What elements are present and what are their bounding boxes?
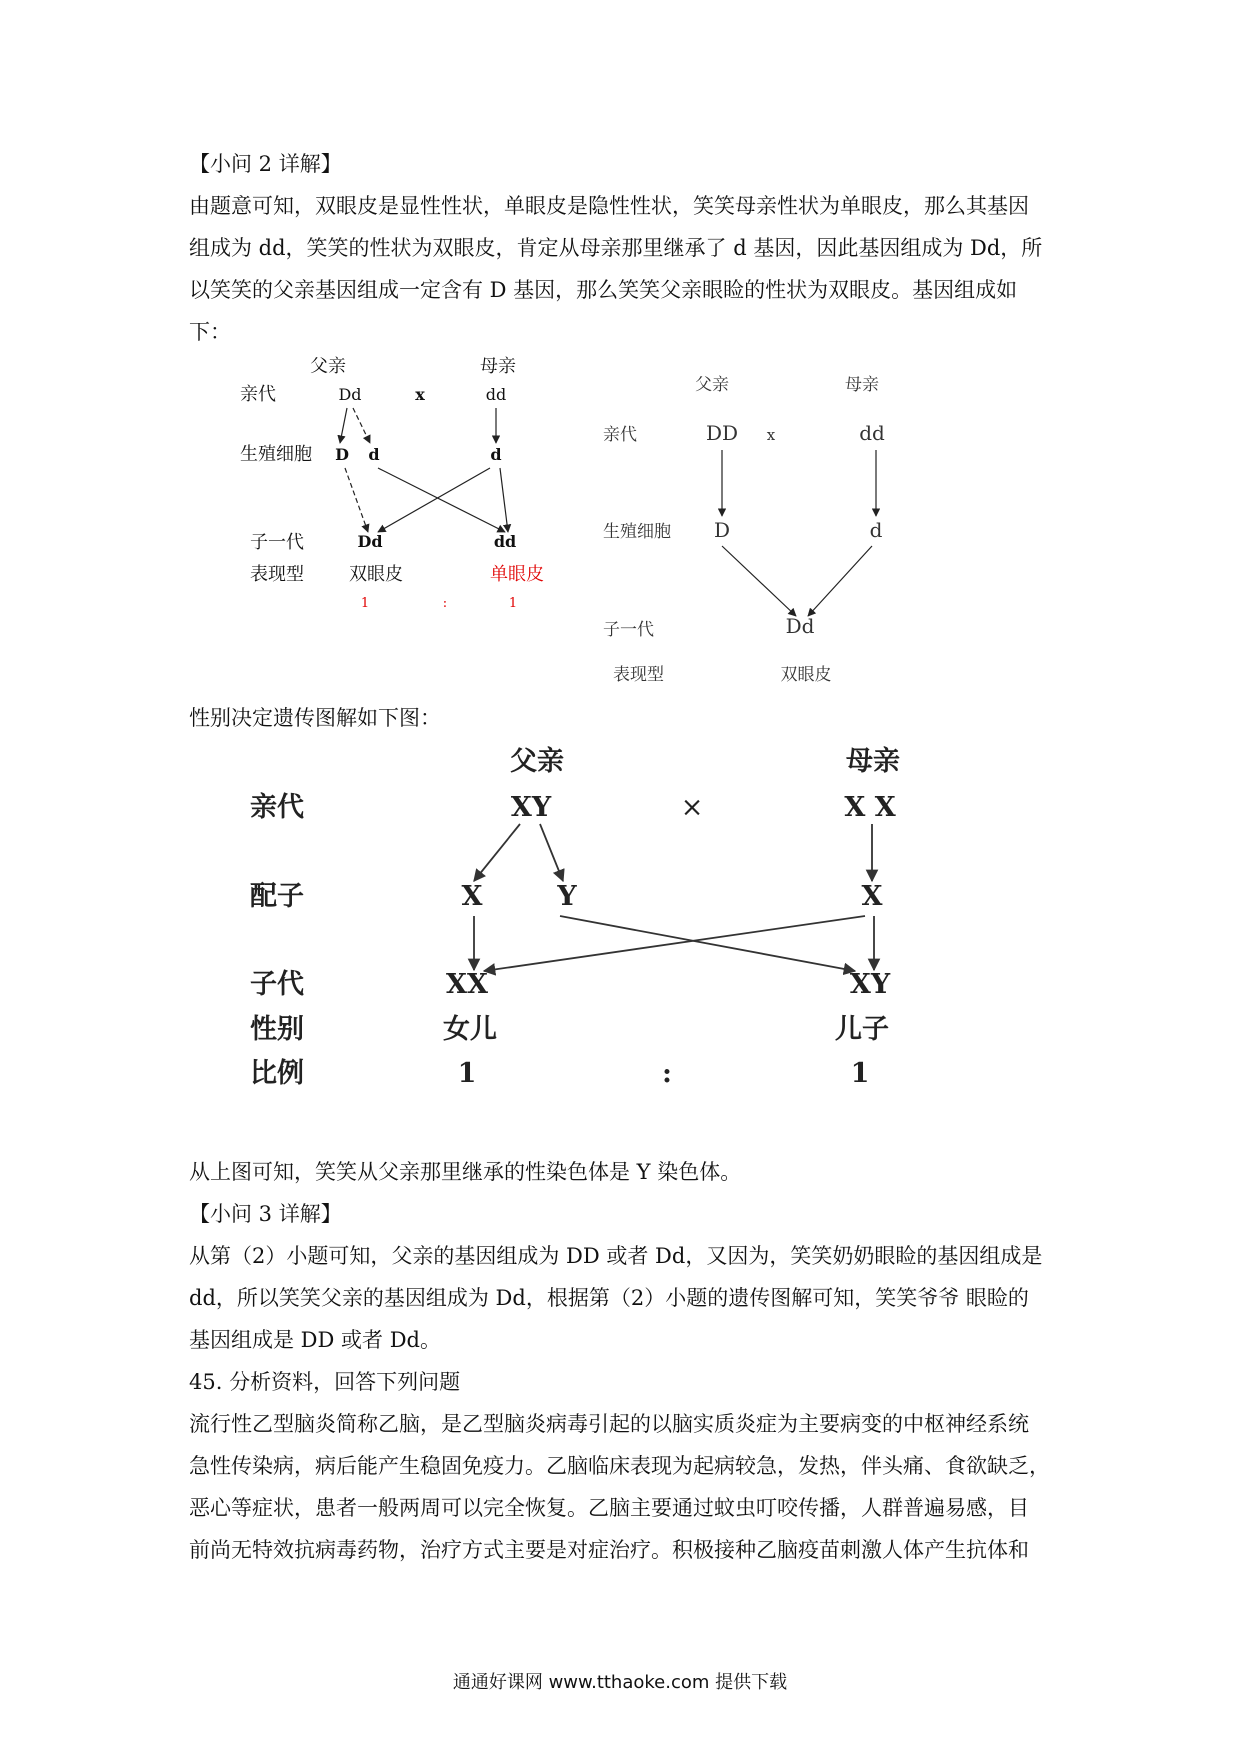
d3-parent-father: XY bbox=[510, 792, 552, 823]
d2-phenotype: 双眼皮 bbox=[780, 665, 832, 685]
text-line: 组成为 dd，笑笑的性状为双眼皮，肯定从母亲那里继承了 d 基因，因此基因组成为 Dd，所 bbox=[189, 236, 1043, 260]
d2-mother-label: 母亲 bbox=[845, 375, 879, 395]
d2-gamete: d bbox=[869, 518, 883, 542]
text-line: 【小问 2 详解】 bbox=[189, 152, 342, 176]
text-line: 从上图可知，笑笑从父亲那里继承的性染色体是 Y 染色体。 bbox=[189, 1160, 742, 1184]
d1-ratio-sep: : bbox=[442, 596, 448, 611]
sex-determination-diagram bbox=[0, 740, 1240, 1120]
d3-sex: 女儿 bbox=[443, 1014, 497, 1045]
d1-row-label: 子一代 bbox=[250, 532, 304, 553]
text-line: 从第（2）小题可知，父亲的基因组成为 DD 或者 Dd，又因为，笑笑奶奶眼睑的基因组成是 bbox=[189, 1244, 1043, 1268]
d1-mother-label: 母亲 bbox=[480, 356, 516, 377]
d3-child: XY bbox=[849, 969, 891, 1000]
d3-row-label: 性别 bbox=[250, 1014, 304, 1045]
d3-ratio: 1 bbox=[457, 1058, 477, 1089]
text-line: 恶心等症状，患者一般两周可以完全恢复。乙脑主要通过蚊虫叮咬传播，人群普遍易感，目 bbox=[189, 1496, 1029, 1520]
d3-sex: 儿子 bbox=[835, 1014, 889, 1045]
d1-gamete: d bbox=[368, 445, 380, 464]
d3-parent-mother: X X bbox=[844, 792, 896, 823]
d3-gamete: X bbox=[861, 881, 883, 912]
d2-row-label: 亲代 bbox=[603, 425, 637, 445]
d1-child: Dd bbox=[357, 532, 383, 551]
text-line: 流行性乙型脑炎简称乙脑，是乙型脑炎病毒引起的以脑实质炎症为主要病变的中枢神经系统 bbox=[189, 1412, 1029, 1436]
d1-child: dd bbox=[493, 532, 517, 551]
d1-parent-father: Dd bbox=[338, 385, 362, 404]
d1-ratio: 1 bbox=[508, 596, 518, 611]
d2-parent-father: DD bbox=[705, 421, 739, 445]
diagram1 bbox=[240, 356, 544, 611]
d1-phenotype: 单眼皮 bbox=[490, 564, 544, 585]
paragraph-bottom bbox=[189, 1151, 1069, 1571]
d3-gamete: Y bbox=[557, 881, 577, 912]
d1-row-label: 表现型 bbox=[250, 564, 304, 585]
d1-ratio: 1 bbox=[360, 596, 370, 611]
d1-gamete: D bbox=[335, 445, 349, 464]
d3-row-label: 配子 bbox=[250, 881, 304, 912]
d2-row-label: 表现型 bbox=[613, 665, 664, 685]
d2-parent-mother: dd bbox=[859, 421, 885, 445]
text-line: dd，所以笑笑父亲的基因组成为 Dd，根据第（2）小题的遗传图解可知，笑笑爷爷 眼睑的 bbox=[189, 1286, 1029, 1310]
text-line: 以笑笑的父亲基因组成一定含有 D 基因，那么笑笑父亲眼睑的性状为双眼皮。基因组成如 bbox=[189, 278, 1018, 302]
paragraph-top bbox=[189, 143, 1069, 353]
d2-gamete: D bbox=[713, 518, 731, 542]
d1-cross: x bbox=[415, 385, 425, 404]
text-line: 下： bbox=[189, 320, 231, 344]
d1-parent-mother: dd bbox=[485, 385, 507, 404]
caption-sex bbox=[189, 697, 1069, 739]
d2-child: Dd bbox=[785, 614, 815, 638]
d2-father-label: 父亲 bbox=[695, 375, 729, 395]
d3-row-label: 比例 bbox=[250, 1058, 304, 1089]
text-line: 前尚无特效抗病毒药物，治疗方式主要是对症治疗。积极接种乙脑疫苗刺激人体产生抗体和 bbox=[189, 1538, 1029, 1562]
d1-row-label: 亲代 bbox=[240, 384, 276, 405]
d2-row-label: 生殖细胞 bbox=[603, 522, 671, 542]
d1-father-label: 父亲 bbox=[310, 356, 346, 377]
d3-father-label: 父亲 bbox=[510, 746, 564, 777]
d1-row-label: 生殖细胞 bbox=[240, 444, 312, 465]
d3-child: XX bbox=[446, 969, 488, 1000]
diagram2 bbox=[603, 375, 885, 685]
page-footer: 通通好课网 www.tthaoke.com 提供下载 bbox=[452, 1672, 788, 1693]
d3-ratio-sep: : bbox=[662, 1058, 672, 1089]
d2-cross: x bbox=[766, 426, 776, 444]
text-line: 【小问 3 详解】 bbox=[189, 1202, 342, 1226]
d3-row-label: 子代 bbox=[250, 969, 304, 1000]
d3-ratio: 1 bbox=[850, 1058, 870, 1089]
d3-row-label: 亲代 bbox=[250, 792, 304, 823]
d1-phenotype: 双眼皮 bbox=[349, 564, 403, 585]
text-line: 基因组成是 DD 或者 Dd。 bbox=[189, 1328, 441, 1352]
d1-gamete: d bbox=[490, 445, 502, 464]
text-line: 性别决定遗传图解如下图： bbox=[189, 706, 441, 730]
text-line: 急性传染病，病后能产生稳固免疫力。乙脑临床表现为起病较急，发热，伴头痛、食欲缺乏， bbox=[189, 1454, 1050, 1478]
d3-mother-label: 母亲 bbox=[846, 746, 900, 777]
text-line: 由题意可知，双眼皮是显性性状，单眼皮是隐性性状，笑笑母亲性状为单眼皮，那么其基因 bbox=[189, 194, 1029, 218]
genetics-diagrams bbox=[0, 350, 1240, 690]
d3-gamete: X bbox=[461, 881, 483, 912]
text-line: 45. 分析资料，回答下列问题 bbox=[189, 1370, 461, 1394]
d2-row-label: 子一代 bbox=[603, 620, 654, 640]
d3-cross: × bbox=[680, 792, 704, 823]
